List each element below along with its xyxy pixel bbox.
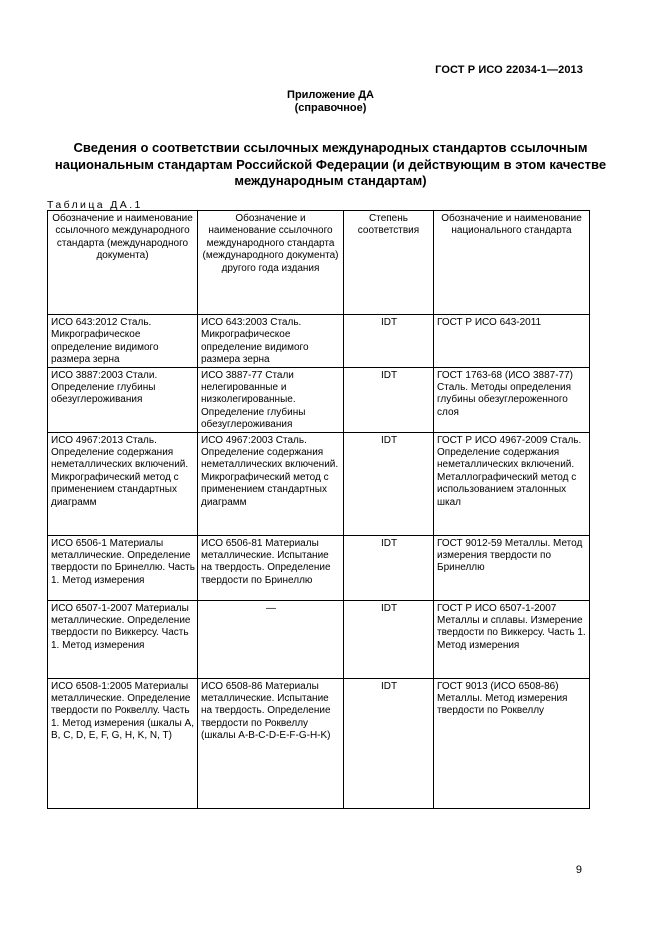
cell-international-other-year: —	[198, 600, 344, 678]
cell-degree: IDT	[344, 600, 434, 678]
cell-degree: IDT	[344, 432, 434, 535]
cell-international: ИСО 643:2012 Сталь. Микрографическое определение видимого размера зерна	[48, 315, 198, 368]
document-title: Сведения о соответствии ссылочных международных стандартов ссылочным национальным стандартам Российской Федерации (и действующим в этом качестве международным стандартам)	[54, 140, 607, 188]
table-header-row	[48, 211, 590, 315]
cell-national: ГОСТ Р ИСО 4967-2009 Сталь. Определение содержания неметаллических включений. Металлографический метод с использованием эталонных шкал	[434, 432, 590, 535]
cell-national: ГОСТ 9013 (ИСО 6508-86) Металлы. Метод измерения твердости по Роквеллу	[434, 678, 590, 808]
cell-national: ГОСТ 9012-59 Металлы. Метод измерения твердости по Бринеллю	[434, 535, 590, 600]
table-row	[48, 432, 590, 535]
table-row	[48, 315, 590, 368]
cell-international: ИСО 3887:2003 Стали. Определение глубины обезуглероживания	[48, 367, 198, 432]
annex-subtitle: (справочное)	[294, 102, 367, 114]
cell-international-other-year: ИСО 6508-86 Материалы металлические. Испытание на твердость. Определение твердости по Роквеллу (шкалы A-B-C-D-E-F-G-H-K)	[198, 678, 344, 808]
cell-degree: IDT	[344, 367, 434, 432]
header-international-standard-other-year: Обозначение и наименование ссылочного международного стандарта (международного документа) другого года издания	[198, 211, 344, 315]
cell-international: ИСО 6507-1-2007 Материалы металлические. Определение твердости по Виккерсу. Часть 1. Метод измерения	[48, 600, 198, 678]
page-number: 9	[575, 864, 582, 876]
cell-degree: IDT	[344, 678, 434, 808]
header-national-standard: Обозначение и наименование национального стандарта	[434, 211, 590, 315]
table-row	[48, 535, 590, 600]
cell-degree: IDT	[344, 315, 434, 368]
table-label: Таблица ДА.1	[47, 199, 143, 211]
cell-international-other-year: ИСО 4967:2003 Сталь. Определение содержания неметаллических включений. Микрографический метод с применением стандартных диаграмм	[198, 432, 344, 535]
table-row	[48, 678, 590, 808]
table-row	[48, 600, 590, 678]
annex-heading	[0, 89, 661, 115]
cell-international-other-year: ИСО 3887-77 Стали нелегированные и низколегированные. Определение глубины обезуглероживания	[198, 367, 344, 432]
cell-national: ГОСТ Р ИСО 643-2011	[434, 315, 590, 368]
cell-international: ИСО 6508-1:2005 Материалы металлические. Определение твердости по Роквеллу. Часть 1. Метод измерения (шкалы A, B, C, D, E, F, G, H, K, N, T)	[48, 678, 198, 808]
cell-international-other-year: ИСО 643:2003 Сталь. Микрографическое определение видимого размера зерна	[198, 315, 344, 368]
header-degree-of-correspondence: Степень соответствия	[344, 211, 434, 315]
document-code: ГОСТ Р ИСО 22034-1—2013	[435, 64, 583, 76]
cell-international-other-year: ИСО 6506-81 Материалы металлические. Испытание на твердость. Определение твердости по Бринеллю	[198, 535, 344, 600]
cell-international: ИСО 4967:2013 Сталь. Определение содержания неметаллических включений. Микрографический метод с применением стандартных диаграмм	[48, 432, 198, 535]
cell-national: ГОСТ 1763-68 (ИСО 3887-77) Сталь. Методы определения глубины обезуглероженного слоя	[434, 367, 590, 432]
cell-international: ИСО 6506-1 Материалы металлические. Определение твердости по Бринеллю. Часть 1. Метод измерения	[48, 535, 198, 600]
cell-degree: IDT	[344, 535, 434, 600]
annex-title: Приложение ДА	[287, 89, 374, 101]
table-row	[48, 367, 590, 432]
header-international-standard: Обозначение и наименование ссылочного международного стандарта (международного документа)	[48, 211, 198, 315]
cell-national: ГОСТ Р ИСО 6507-1-2007 Металлы и сплавы. Измерение твердости по Виккерсу. Часть 1. Метод измерения	[434, 600, 590, 678]
correspondence-table	[47, 210, 590, 809]
